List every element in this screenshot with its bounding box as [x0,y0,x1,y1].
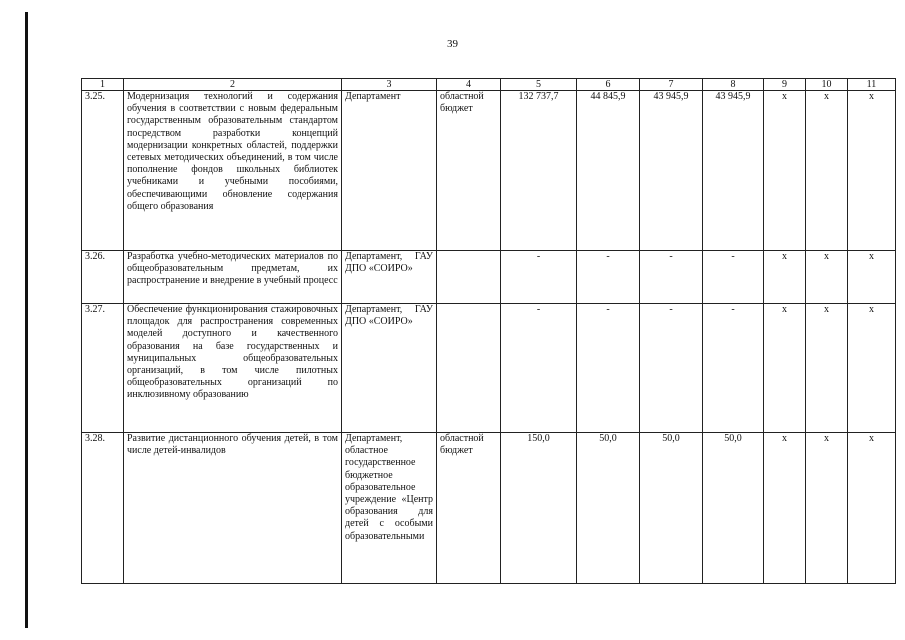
column-header: 2 [124,79,342,91]
row-value-col11: x [848,304,896,433]
row-value-col9: x [764,251,806,304]
row-number: 3.26. [82,251,124,304]
row-value-col6: 44 845,9 [577,91,640,251]
row-value-col9: x [764,91,806,251]
column-header: 11 [848,79,896,91]
row-value-col11: x [848,91,896,251]
table-row [82,91,896,251]
row-description: Модернизация технологий и содержания обучения в соответствии с новым федеральным государственным образовательным стандартом посредством разработки концепций модернизации конкретных областей, поддержки сетевых методических объединений, в том числе пополнение фондов школьных библиотек учебниками и учебными пособиями, обеспечивающими обновление содержания общего образования [124,91,342,251]
row-value-col9: x [764,304,806,433]
row-value-col7: - [640,304,703,433]
row-value-col8: - [703,304,764,433]
column-header: 4 [437,79,501,91]
row-value-col10: x [806,304,848,433]
row-value-col10: x [806,251,848,304]
row-value-col8: 50,0 [703,433,764,584]
row-number: 3.28. [82,433,124,584]
header-row [82,79,896,91]
row-funding-source: областной бюджет [437,91,501,251]
row-value-col10: x [806,433,848,584]
row-value-col6: 50,0 [577,433,640,584]
row-value-col6: - [577,251,640,304]
column-header: 5 [501,79,577,91]
row-value-col7: 43 945,9 [640,91,703,251]
left-margin-rule [25,12,28,628]
row-number: 3.27. [82,304,124,433]
row-description: Обеспечение функционирования стажировочных площадок для распространения современных моделей доступного и качественного образования на базе государственных и муниципальных общеобразовательных организаций, в том числе пилотных общеобразовательных организаций по инклюзивному образованию [124,304,342,433]
row-value-col11: x [848,433,896,584]
column-header: 3 [342,79,437,91]
page-number: 39 [447,38,458,50]
row-value-col5: - [501,251,577,304]
row-executor: Департамент, ГАУ ДПО «СОИРО» [342,251,437,304]
row-funding-source [437,251,501,304]
row-value-col9: x [764,433,806,584]
row-value-col6: - [577,304,640,433]
row-funding-source: областной бюджет [437,433,501,584]
row-executor: Департамент, областное государственное бюджетное образовательное учреждение «Центр образования для детей с особыми образовательными [342,433,437,584]
row-value-col7: - [640,251,703,304]
table-row [82,304,896,433]
column-header: 10 [806,79,848,91]
row-executor: Департамент [342,91,437,251]
table-row [82,251,896,304]
row-number: 3.25. [82,91,124,251]
column-header: 9 [764,79,806,91]
row-value-col11: x [848,251,896,304]
row-value-col8: - [703,251,764,304]
column-header: 8 [703,79,764,91]
row-value-col8: 43 945,9 [703,91,764,251]
program-table [81,78,896,584]
row-value-col10: x [806,91,848,251]
row-value-col5: - [501,304,577,433]
column-header: 6 [577,79,640,91]
row-executor: Департамент, ГАУ ДПО «СОИРО» [342,304,437,433]
table-row [82,433,896,584]
row-description: Развитие дистанционного обучения детей, в том числе детей-инвалидов [124,433,342,584]
row-value-col5: 132 737,7 [501,91,577,251]
row-description: Разработка учебно-методических материалов по общеобразовательным предметам, их распространение и внедрение в учебный процесс [124,251,342,304]
row-value-col5: 150,0 [501,433,577,584]
column-header: 1 [82,79,124,91]
row-funding-source [437,304,501,433]
column-header: 7 [640,79,703,91]
row-value-col7: 50,0 [640,433,703,584]
